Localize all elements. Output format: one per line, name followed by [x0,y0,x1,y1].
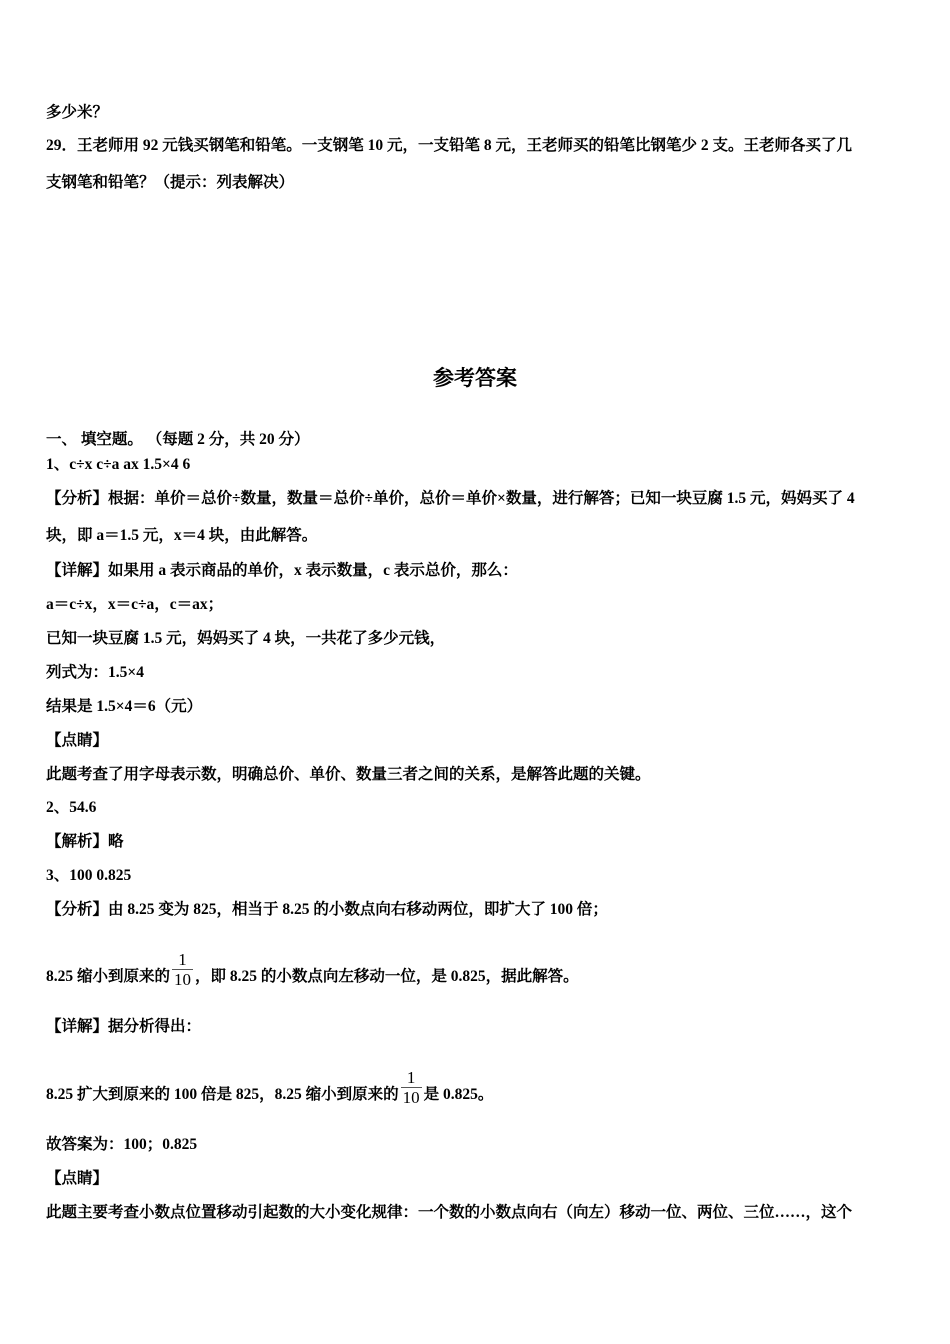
fraction-one-tenth [401,1068,422,1107]
section-1-heading: 一、 填空题。 （每题 2 分，共 20 分） [46,431,310,448]
q1-analysis-line-1: 【分析】根据：单价＝总价÷数量，数量＝总价÷单价，总价＝单价×数量，进行解答；已知一块豆腐 1.5 元，妈妈买了 4 [46,490,855,507]
q3-analysis-line-2-end: ，即 8.25 的小数点向左移动一位，是 0.825，据此解答。 [195,968,579,986]
question-28-tail: 多少米？ [46,104,109,121]
q3-detail-line-2-end: 是 0.825。 [423,1086,494,1104]
fraction-denominator: 10 [402,1088,420,1107]
q3-analysis-line-1: 【分析】由 8.25 变为 825，相当于 8.25 的小数点向右移动两位，即扩大了 100 倍； [46,901,608,918]
question-29-line-2: 支钢笔和铅笔？（提示：列表解决） [46,174,295,191]
q3-detail-line-1: 【详解】据分析得出： [46,1018,202,1035]
q1-analysis-line-2: 块，即 a＝1.5 元，x＝4 块，由此解答。 [46,527,318,544]
q1-detail-line-2: a＝c÷x，x＝c÷a，c＝ax； [46,596,224,613]
question-29-line-1: 29．王老师用 92 元钱买钢笔和铅笔。一支钢笔 10 元，一支铅笔 8 元，王老师买的铅笔比钢笔少 2 支。王老师各买了几 [46,137,853,154]
q1-comment-label: 【点睛】 [46,732,109,749]
fraction-numerator: 1 [178,950,187,969]
answer-section-title: 参考答案 [433,367,517,390]
q2-answer: 2、54.6 [46,799,97,816]
q3-result: 故答案为：100；0.825 [46,1136,198,1153]
q3-answer: 3、100 0.825 [46,867,132,884]
q3-analysis-line-2 [46,950,579,997]
q3-comment: 此题主要考查小数点位置移动引起数的大小变化规律：一个数的小数点向右（向左）移动一位、两位、三位……，这个 [46,1204,853,1221]
q1-detail-line-3: 已知一块豆腐 1.5 元，妈妈买了 4 块，一共花了多少元钱， [46,630,446,647]
q2-analysis: 【解析】略 [46,833,124,850]
fraction-one-tenth [172,950,193,989]
q3-comment-label: 【点睛】 [46,1170,109,1187]
q1-answer: 1、c÷x c÷a ax 1.5×4 6 [46,456,191,473]
q3-detail-line-2 [46,1068,494,1115]
fraction-denominator: 10 [174,970,192,989]
q3-analysis-line-2-start: 8.25 缩小到原来的 [46,968,171,986]
q1-detail-line-5: 结果是 1.5×4＝6（元） [46,698,203,715]
q3-detail-line-2-start: 8.25 扩大到原来的 100 倍是 825，8.25 缩小到原来的 [46,1086,399,1104]
q1-detail-line-1: 【详解】如果用 a 表示商品的单价，x 表示数量，c 表示总价，那么： [46,562,518,579]
fraction-numerator: 1 [406,1068,416,1087]
q1-comment: 此题考查了用字母表示数，明确总价、单价、数量三者之间的关系，是解答此题的关键。 [46,766,651,783]
q1-detail-line-4: 列式为：1.5×4 [46,664,144,681]
